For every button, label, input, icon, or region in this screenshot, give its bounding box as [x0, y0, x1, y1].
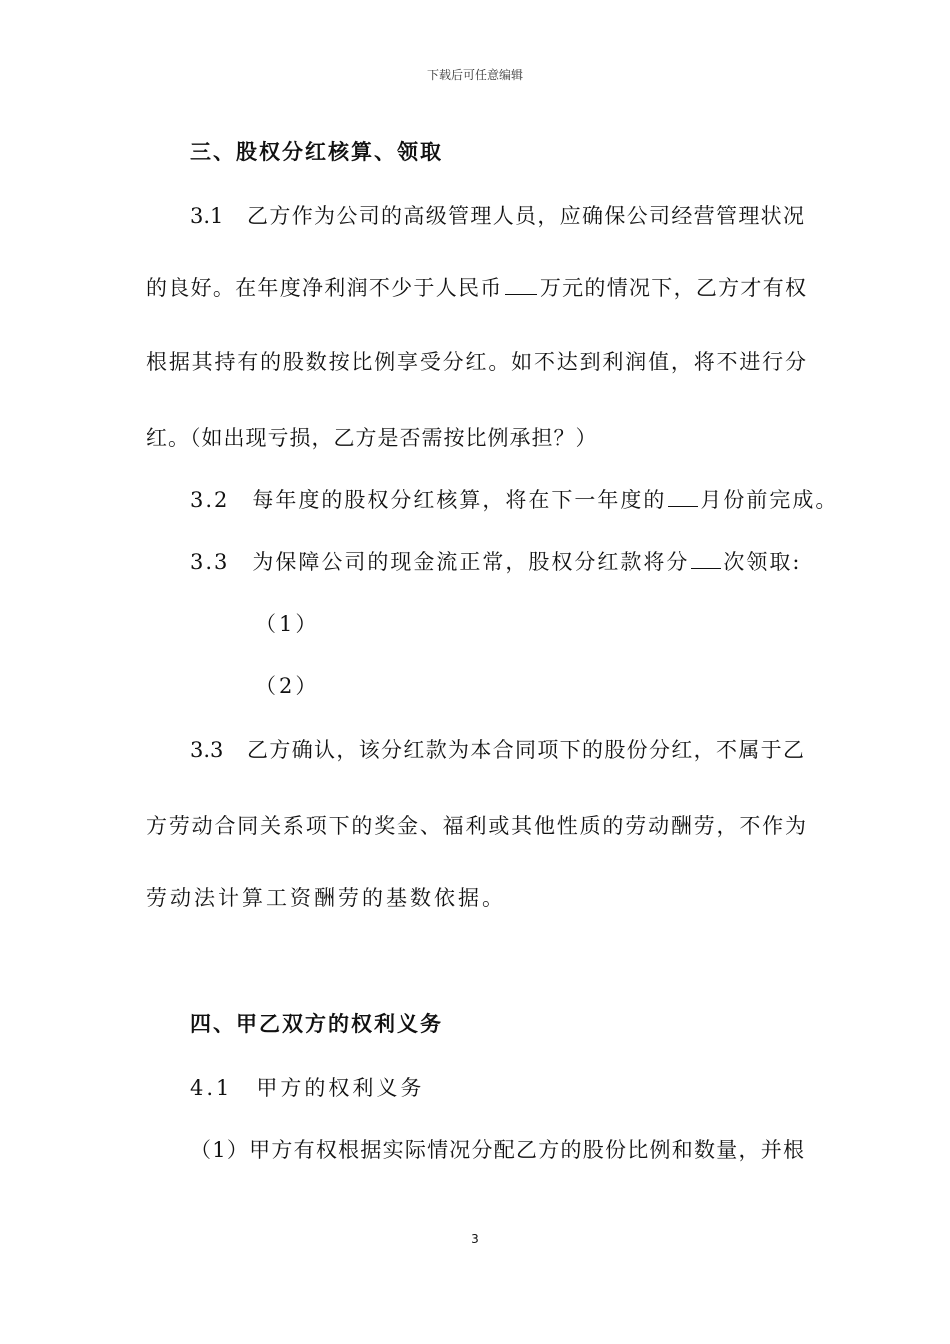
paragraph-3-2-end: 月份前完成。 [700, 488, 839, 512]
section-3-heading: 三、股权分红核算、领取 [190, 139, 443, 164]
page-header: 下载后可任意编辑 [426, 68, 523, 82]
paragraph-3-3b-line-3: 劳动法计算工资酬劳的基数依据。 [146, 886, 506, 910]
paragraph-3-3 [190, 548, 801, 576]
paragraph-3-3b-line-1: 3.3 乙方确认，该分红款为本合同项下的股份分红，不属于乙 [190, 738, 804, 762]
paragraph-3-3-end: 次领取: [723, 550, 802, 574]
paragraph-3-3-start: 3.3 为保障公司的现金流正常，股权分红款将分 [190, 550, 690, 574]
blank-times-field [691, 548, 721, 569]
paragraph-3-1-line-2-end: 万元的情况下，乙方才有权 [538, 276, 807, 300]
list-item-2: （2） [255, 674, 320, 698]
paragraph-3-1-line-3: 根据其持有的股数按比例享受分红。如不达到利润值，将不进行分 [146, 350, 806, 374]
paragraph-3-2-start: 3.2 每年度的股权分红核算，将在下一年度的 [190, 488, 667, 512]
blank-amount-field [505, 274, 537, 295]
paragraph-3-1-line-2 [146, 274, 806, 302]
paragraph-3-1-line-2-start: 的良好。在年度净利润不少于人民币 [146, 276, 503, 300]
section-4-heading: 四、甲乙双方的权利义务 [190, 1011, 443, 1036]
paragraph-3-3b-line-2: 方劳动合同关系项下的奖金、福利或其他性质的劳动酬劳，不作为 [146, 814, 806, 838]
paragraph-3-1-line-1: 3.1 乙方作为公司的高级管理人员，应确保公司经营管理状况 [190, 204, 804, 228]
paragraph-3-1-line-4: 红。（如出现亏损，乙方是否需按比例承担？） [146, 426, 598, 450]
blank-month-field [668, 486, 698, 507]
paragraph-3-2 [190, 486, 838, 514]
paragraph-4-1: 4.1 甲方的权利义务 [190, 1076, 425, 1100]
list-item-1: （1） [255, 612, 320, 636]
paragraph-4-1-item-1: （1）甲方有权根据实际情况分配乙方的股份比例和数量，并根 [190, 1138, 804, 1162]
page-number: 3 [471, 1232, 479, 1246]
